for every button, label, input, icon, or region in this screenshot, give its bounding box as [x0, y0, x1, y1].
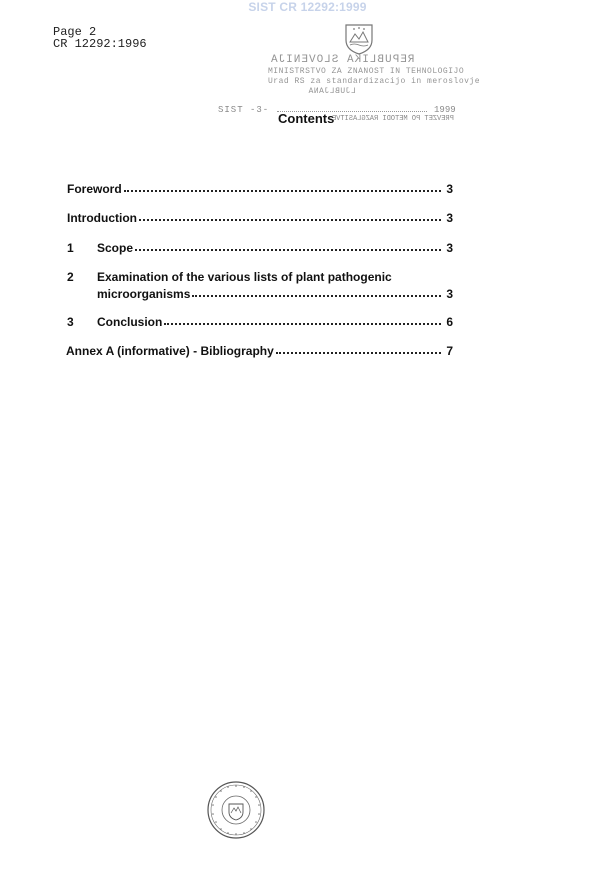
document-watermark: SIST CR 12292:1999	[248, 0, 367, 14]
round-seal-icon	[206, 780, 266, 840]
toc-entry-foreword[interactable]	[67, 182, 453, 196]
toc-leader	[124, 189, 441, 192]
toc-leader	[139, 218, 441, 221]
toc-entry-page: 3	[446, 211, 453, 225]
toc-entry-title-line1: Examination of the various lists of plant pathogenic	[97, 270, 392, 284]
toc-entry-page: 7	[446, 344, 453, 358]
toc-entry-page: 3	[446, 182, 453, 196]
toc-entry-title: Scope	[97, 241, 134, 255]
stamp-line-office: Urad RS za standardizacijo in meroslovje	[268, 77, 481, 86]
stamp-line-republic: REPUBLIKA SLOVENIJA	[270, 54, 415, 66]
stamp-overlay-text: PREVZET PO METODI RAZGLASITVE	[332, 115, 454, 123]
contents-heading: Contents	[278, 111, 335, 126]
stamp-date-prefix: SIST -3-	[218, 105, 270, 115]
toc-entry-introduction[interactable]	[67, 211, 453, 225]
stamp-line-city: LJUBLJANA	[308, 87, 356, 96]
toc-entry-title: Foreword	[67, 182, 122, 196]
toc-entry-conclusion[interactable]	[67, 315, 453, 329]
toc-entry-title-block	[97, 270, 453, 301]
toc-entry-page: 3	[446, 241, 453, 255]
toc-leader	[276, 351, 441, 354]
toc-entry-title-line2: microorganisms	[97, 287, 191, 301]
toc-entry-examination[interactable]	[67, 270, 453, 301]
toc-entry-page: 3	[446, 287, 453, 301]
toc-entry-scope[interactable]	[67, 241, 453, 255]
stamp-line-ministry: MINISTRSTVO ZA ZNANOST IN TEHNOLOGIJO	[268, 67, 465, 76]
toc-entry-title: Introduction	[67, 211, 137, 225]
stamp-date-year: 1999	[434, 105, 456, 115]
toc-entry-title: Annex A (informative) - Bibliography	[66, 344, 274, 358]
toc-leader	[164, 322, 441, 325]
toc-leader	[135, 248, 441, 251]
toc-entry-title: Conclusion	[97, 315, 163, 329]
toc-leader	[192, 294, 441, 297]
toc-entry-page: 6	[446, 315, 453, 329]
toc-entry-number: 1	[67, 241, 74, 255]
toc-entry-number: 2	[67, 270, 74, 284]
document-number: CR 12292:1996	[53, 37, 147, 51]
coat-of-arms-icon	[342, 22, 376, 56]
toc-entry-title-line2-row	[97, 287, 453, 301]
toc-entry-annex-a[interactable]	[66, 344, 453, 358]
toc-entry-number: 3	[67, 315, 74, 329]
page-header	[53, 26, 147, 50]
page-number: Page 2	[53, 25, 97, 39]
